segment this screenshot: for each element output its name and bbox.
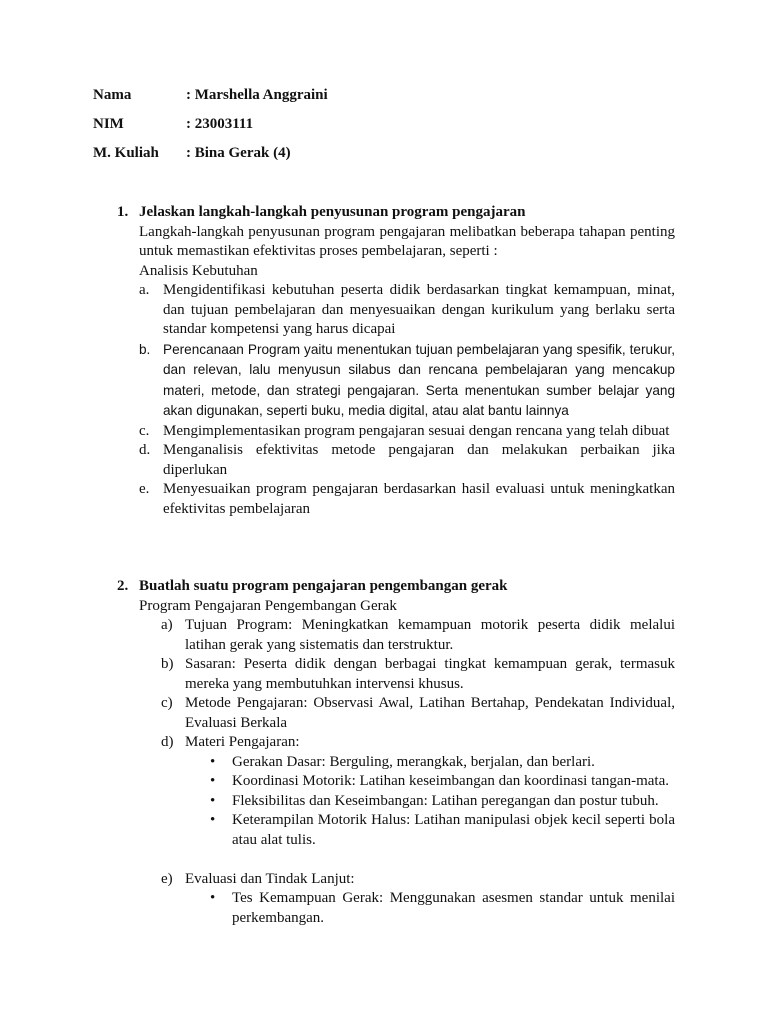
list-item-text: Menganalisis efektivitas metode pengajaran dan melakukan perbaikan jika diperlukan <box>163 442 675 478</box>
list-item <box>139 616 675 655</box>
list-marker: a) <box>161 617 173 633</box>
list-item-text: Tujuan Program: Meningkatkan kemampuan motorik peserta didik melalui latihan gerak yang sistematis dan terstruktur. <box>185 617 675 653</box>
bullet-text: Koordinasi Motorik: Latihan keseimbangan dan koordinasi tangan-mata. <box>232 773 669 789</box>
bullet-text: Fleksibilitas dan Keseimbangan: Latihan peregangan dan postur tubuh. <box>232 792 659 809</box>
list-item-text: Mengidentifikasi kebutuhan peserta didik berdasarkan tingkat kemampuan, minat, dan tujuan pembelajaran dan menyesuaikan dengan kurikulum yang berlaku serta standar kompetensi yang harus dicapai <box>163 282 675 337</box>
list-item-text: Mengimplementasikan program pengajaran sesuai dengan rencana yang telah dibuat <box>163 422 670 439</box>
spacer <box>139 850 675 870</box>
question-title: Buatlah suatu program pengajaran pengembangan gerak <box>139 578 508 594</box>
list-item <box>139 870 675 890</box>
bullet-icon: • <box>210 812 216 828</box>
list-item <box>139 733 675 753</box>
header-value: : Bina Gerak (4) <box>186 145 291 161</box>
section-subheading: Analisis Kebutuhan <box>139 262 258 279</box>
list-item-text: Evaluasi dan Tindak Lanjut: <box>185 870 355 887</box>
list-item-text: Metode Pengajaran: Observasi Awal, Latihan Bertahap, Pendekatan Individual, Evaluasi Berkala <box>185 695 675 731</box>
list-marker: a. <box>139 282 150 298</box>
question-number: 1. <box>117 204 129 220</box>
bullet-item <box>139 811 675 850</box>
list-marker: b) <box>161 656 174 672</box>
list-item-text: Menyesuaikan program pengajaran berdasarkan hasil evaluasi untuk meningkatkan efektivitas pembelajaran <box>163 481 675 517</box>
bullet-icon: • <box>210 773 216 789</box>
header-label: Nama <box>93 87 132 103</box>
list-item <box>139 340 675 422</box>
question-1 <box>117 203 675 519</box>
question-title: Jelaskan langkah-langkah penyusunan program pengajaran <box>139 204 526 220</box>
list-marker: e. <box>139 481 150 497</box>
bullet-icon: • <box>210 890 216 906</box>
header-value: : 23003111 <box>186 116 254 132</box>
bullet-text: Keterampilan Motorik Halus: Latihan manipulasi objek kecil seperti bola atau alat tulis. <box>232 812 675 848</box>
list-item-text: Sasaran: Peserta didik dengan berbagai tingkat kemampuan gerak, termasuk mereka yang membutuhkan intervensi khusus. <box>185 656 675 692</box>
list-item-text: Perencanaan Program yaitu menentukan tujuan pembelajaran yang spesifik, terukur, dan relevan, lalu menyusun silabus dan rencana pembelajaran yang mencakup materi, metode, dan strategi pengajaran. Serta menentukan sumber belajar yang akan digunakan, seperti buku, media digital, atau alat bantu lainnya <box>163 341 675 418</box>
bullet-item <box>139 889 675 928</box>
list-item <box>139 655 675 694</box>
list-marker: c. <box>139 422 150 439</box>
list-marker: e) <box>161 870 173 887</box>
bullet-icon: • <box>210 792 216 809</box>
bullet-item <box>139 753 675 773</box>
bullet-text: Tes Kemampuan Gerak: Menggunakan asesmen standar untuk menilai perkembangan. <box>232 890 675 926</box>
bullet-item <box>139 772 675 792</box>
list-item <box>139 480 675 519</box>
list-item <box>139 441 675 480</box>
list-item-text: Materi Pengajaran: <box>185 734 300 750</box>
list-item <box>139 694 675 733</box>
bullet-text: Gerakan Dasar: Berguling, merangkak, berjalan, dan berlari. <box>232 753 595 770</box>
header-value: : Marshella Anggraini <box>186 87 328 103</box>
list-marker: d. <box>139 442 151 458</box>
list-marker: c) <box>161 695 173 711</box>
bullet-item <box>139 792 675 812</box>
header-label: NIM <box>93 116 124 132</box>
list-marker: d) <box>161 734 174 750</box>
header-label: M. Kuliah <box>93 145 159 161</box>
section-subheading: Program Pengajaran Pengembangan Gerak <box>139 597 397 614</box>
question-2 <box>117 577 675 928</box>
list-marker: b. <box>139 341 151 357</box>
bullet-icon: • <box>210 753 216 770</box>
question-number: 2. <box>117 578 129 594</box>
question-intro: Langkah-langkah penyusunan program pengajaran melibatkan beberapa tahapan penting untuk memastikan efektivitas proses pembelajaran, seperti : <box>139 223 675 259</box>
list-item <box>139 281 675 340</box>
list-item <box>139 422 675 442</box>
